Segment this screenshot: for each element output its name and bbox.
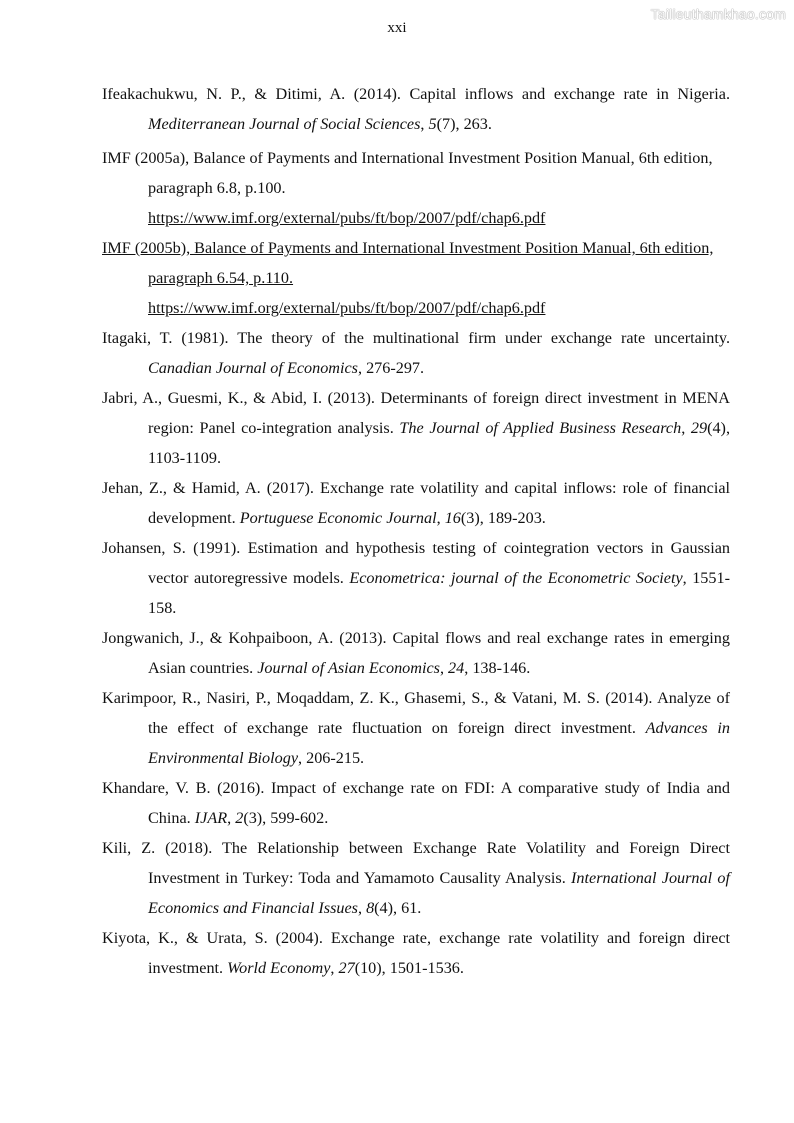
reference-entry: Jabri, A., Guesmi, K., & Abid, I. (2013). Determinants of foreign direct investment in MENA region: Panel co-integration analysis. The Journal of Applied Business Research, 29(4), 1103-1109. [102, 389, 730, 467]
reference-entry: Johansen, S. (1991). Estimation and hypothesis testing of cointegration vectors in Gaussian vector autoregressive models. Econometrica: journal of the Econometric Society, 1551-158. [102, 539, 730, 617]
reference-entry: Jehan, Z., & Hamid, A. (2017). Exchange rate volatility and capital inflows: role of financial development. Portuguese Economic Journal, 16(3), 189-203. [102, 479, 730, 527]
reference-list [102, 79, 730, 983]
reference-entry: Itagaki, T. (1981). The theory of the multinational firm under exchange rate uncertainty. Canadian Journal of Economics, 276-297. [102, 329, 730, 377]
page-number: xxi [387, 20, 407, 36]
reference-entry: Khandare, V. B. (2016). Impact of exchange rate on FDI: A comparative study of India and China. IJAR, 2(3), 599-602. [102, 779, 730, 827]
reference-entry: Kiyota, K., & Urata, S. (2004). Exchange rate, exchange rate volatility and foreign direct investment. World Economy, 27(10), 1501-1536. [102, 929, 730, 977]
reference-entry: Kili, Z. (2018). The Relationship between Exchange Rate Volatility and Foreign Direct Investment in Turkey: Toda and Yamamoto Causality Analysis. International Journal of Economics and Financial Issues, 8(4), 61. [102, 839, 730, 917]
watermark: Tailieuthamkhao.com [650, 6, 786, 22]
reference-entry: IMF (2005a), Balance of Payments and International Investment Position Manual, 6th edition, paragraph 6.8, p.100. https://www.imf.org/external/pubs/ft/bop/2007/pdf/chap6.pdf [102, 143, 730, 233]
reference-entry: Karimpoor, R., Nasiri, P., Moqaddam, Z. K., Ghasemi, S., & Vatani, M. S. (2014). Analyze of the effect of exchange rate fluctuation on foreign direct investment. Advances in Environmental Biology, 206-215. [102, 689, 730, 767]
reference-entry: Ifeakachukwu, N. P., & Ditimi, A. (2014). Capital inflows and exchange rate in Nigeria. Mediterranean Journal of Social Sciences, 5(7), 263. [102, 85, 730, 133]
reference-entry: Jongwanich, J., & Kohpaiboon, A. (2013). Capital flows and real exchange rates in emerging Asian countries. Journal of Asian Economics, 24, 138-146. [102, 629, 730, 677]
reference-link[interactable]: https://www.imf.org/external/pubs/ft/bop/2007/pdf/chap6.pdf [148, 299, 546, 317]
reference-entry: IMF (2005b), Balance of Payments and International Investment Position Manual, 6th edition, paragraph 6.54, p.110. https://www.imf.org/external/pubs/ft/bop/2007/pdf/chap6.pdf [102, 233, 730, 323]
reference-link[interactable]: https://www.imf.org/external/pubs/ft/bop/2007/pdf/chap6.pdf [148, 209, 546, 227]
